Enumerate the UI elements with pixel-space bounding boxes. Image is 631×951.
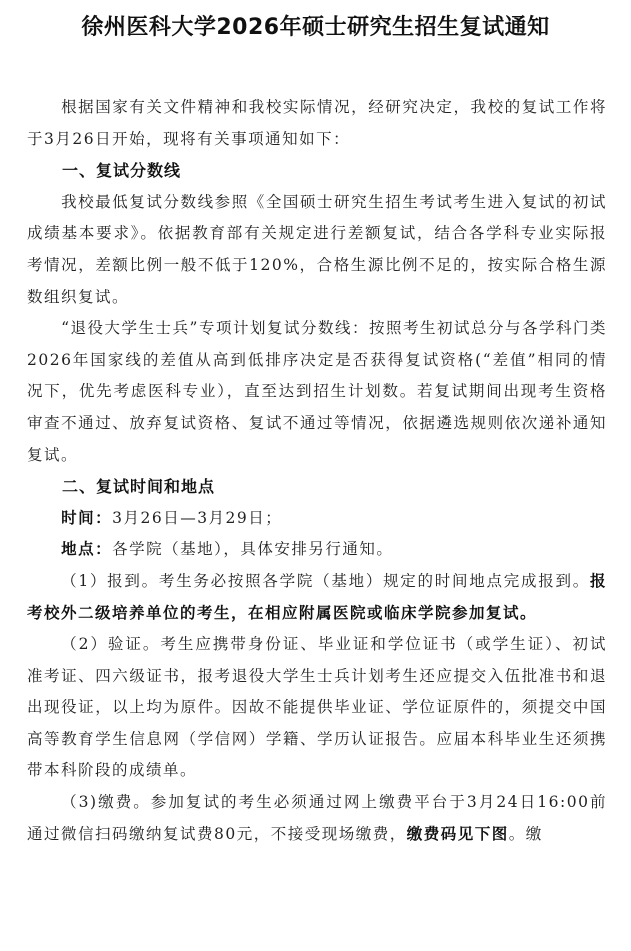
place-line xyxy=(27,534,607,566)
score-line-paragraph: 我校最低复试分数线参照《全国硕士研究生招生考试考生进入复试的初试成绩基本要求》。依据教育部有关规定进行差额复试，结合各学科专业实际报考情况，差额比例一般不低于120%，合格生源比例不足的，按实际合格生源数组织复试。 xyxy=(27,192,607,306)
section-heading-2: 二、复试时间和地点 xyxy=(62,477,216,497)
registration-text: （1）报到。考生务必按照各学院（基地）规定的时间地点完成报到。 xyxy=(61,571,590,590)
item-registration xyxy=(27,566,607,629)
item-payment xyxy=(27,787,607,850)
time-value: 3月26日—3月29日； xyxy=(112,508,283,527)
page-title: 徐州医科大学2026年硕士研究生招生复试通知 xyxy=(81,15,550,40)
place-value: 各学院（基地），具体安排另行通知。 xyxy=(112,540,394,559)
veteran-plan-paragraph: “退役大学生士兵”专项计划复试分数线：按照考生初试总分与各学科门类2026年国家线的差值从高到低排序决定是否获得复试资格(“差值”相同的情况下，优先考虑医科专业），直至达到招生计划数。若复试期间出现考生资格审查不通过、放弃复试资格、复试不通过等情况，依据遴选规则依次递补通知复试。 xyxy=(27,319,607,464)
item-verification: （2）验证。考生应携带身份证、毕业证和学位证书（或学生证）、初试准考证、四六级证书，报考退役大学生士兵计划考生还应提交入伍批准书和退出现役证，以上均为原件。因故不能提供毕业证、学位证原件的，须提交中国高等教育学生信息网（学信网）学籍、学历认证报告。应届本科毕业生还须携带本科阶段的成绩单。 xyxy=(27,635,607,780)
place-label: 地点： xyxy=(61,540,113,559)
section-heading-1: 一、复试分数线 xyxy=(62,161,182,181)
time-label: 时间： xyxy=(61,508,113,527)
intro-paragraph: 根据国家有关文件精神和我校实际情况，经研究决定，我校的复试工作将于3月26日开始，现将有关事项通知如下： xyxy=(27,98,607,148)
payment-text-after: 。缴 xyxy=(508,824,543,843)
registration-bold-text: 报考校外二级培养单位的考生，在相应附属医院或临床学院参加复试。 xyxy=(27,571,607,622)
time-line xyxy=(27,503,607,535)
payment-text: （3)缴费。参加复试的考生必须通过网上缴费平台于3月24日16:00前通过微信扫码缴纳复试费80元，不接受现场缴费， xyxy=(27,793,607,843)
payment-bold-text: 缴费码见下图 xyxy=(406,824,509,843)
document-body xyxy=(27,92,607,850)
